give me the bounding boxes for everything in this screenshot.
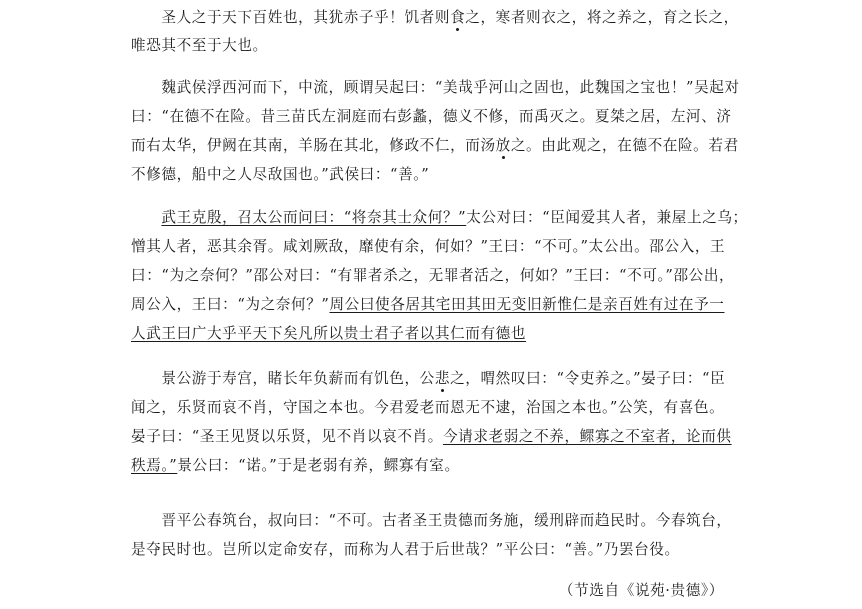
text-segment: 曰：“在德不在险。昔三苗氏左洞庭而右彭蠡，德义不修，而禹灭之。夏桀之居，左河、济 [131,108,732,125]
text-line [131,8,739,28]
source-citation: （节选自《说苑·贵德》） [558,582,724,599]
text-segment: 不修德，船中之人尽敌国也。”武侯曰：“善。” [131,166,430,183]
emphasized-char: 放 [495,137,511,154]
emphasized-char: 悲 [434,370,451,387]
text-line [131,107,732,127]
text-line [131,511,732,531]
text-segment: 晏子曰：“圣王见贤以乐贤，见不肖以哀不肖。 [131,428,443,445]
emphasized-char: 食 [450,9,466,26]
text-line [131,36,268,56]
underlined-text: 今请求老弱之不养，鳏寡之不室者，论而供 [442,428,732,445]
text-line [131,78,740,98]
underlined-text: 武王克殷，召太公而问曰：“将奈其士众何？” [161,209,467,226]
text-segment: 憎其人者，恶其余胥。咸刘厥敌，靡使有余，何如？”王曰：“不可。”太公出。邵公入，王 [131,238,726,255]
text-segment: 之，喟然叹曰：“令吏养之。”晏子曰：“臣 [450,370,726,387]
text-line [131,208,748,228]
underlined-text: 人武王曰广大乎平天下矣凡所以贵士君子者以其仁而有德也 [131,325,527,342]
text-segment: 曰：“为之奈何？”邵公对曰：“有罪者杀之，无罪者活之，何如？”王曰：“不可。”邵公出， [131,267,735,284]
text-line [131,136,739,156]
text-segment: 是夺民时也。岂所以定命安存，而称为人君于后世哉？”平公曰：“善。”乃罢台役。 [131,541,680,558]
text-line [131,456,460,476]
text-line [131,540,680,560]
text-line [131,427,732,447]
text-segment: 周公入，王曰：“为之奈何？” [131,296,330,313]
text-line [131,324,526,344]
text-segment: 魏武侯浮西河而下，中流，顾谓吴起曰：“美哉乎河山之固也，此魏国之宝也！”吴起对 [131,79,740,96]
text-segment: 闻之，乐贤而哀不肖，守国之本也。今君爱老而恩无不逮，治国之本也。”公笑，有喜色。 [131,399,725,416]
text-line [131,266,734,286]
text-line [131,237,725,257]
text-segment: 景公曰：“诺。”于是老弱有养，鳏寡有室。 [177,457,460,474]
text-segment: 太公对曰：“臣闻爱其人者，兼屋上之乌； [466,209,748,226]
text-line [131,295,725,315]
text-segment: 之，寒者则衣之，将之养之，育之长之， [465,9,739,26]
text-segment: 晋平公春筑台，叔向曰：“不可。古者圣王贵德而务施，缓刑辟而趋民时。今春筑台， [131,512,732,529]
underlined-text: 秩焉。” [131,457,178,474]
text-segment: 之。由此观之，在德不在险。若君 [510,137,739,154]
text-line [131,369,725,389]
text-segment: 而右太华，伊阙在其南，羊肠在其北，修政不仁，而汤 [131,137,496,154]
text-segment: 圣人之于天下百姓也，其犹赤子乎！饥者则 [131,9,451,26]
text-line [131,398,724,418]
text-segment: 唯恐其不至于大也。 [131,37,268,54]
text-segment [131,209,161,226]
text-line [131,165,429,185]
underlined-text: 周公曰使各居其宅田其田无变旧新惟仁是亲百姓有过在予一 [329,296,725,313]
text-segment: 景公游于寿宫，睹长年负薪而有饥色，公 [131,370,435,387]
